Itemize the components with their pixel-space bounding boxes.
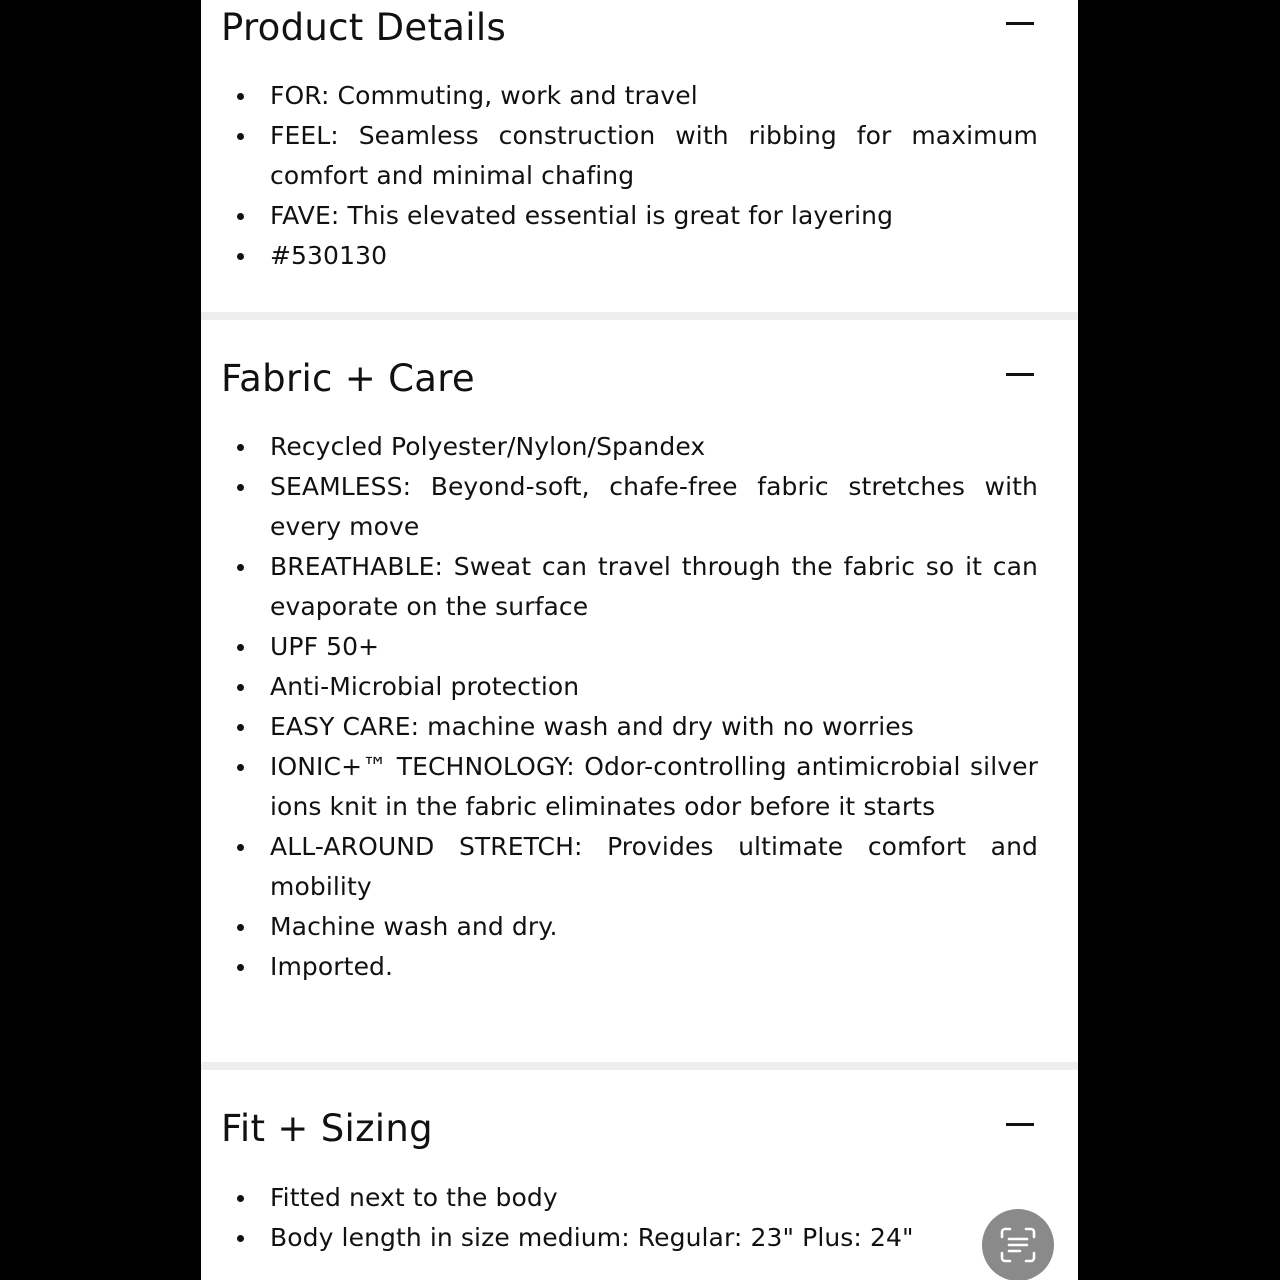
list-item: FAVE: This elevated essential is great for layering — [201, 196, 1078, 236]
section-title: Product Details — [221, 5, 507, 49]
scan-text-button[interactable] — [982, 1209, 1054, 1280]
bullet-icon — [237, 444, 244, 451]
collapse-button[interactable] — [1002, 356, 1038, 392]
list-item: BREATHABLE: Sweat can travel through the fabric so it can evaporate on the surface — [201, 547, 1078, 627]
list-item: FOR: Commuting, work and travel — [201, 76, 1078, 116]
list-item: ALL-AROUND STRETCH: Provides ultimate comfort and mobility — [201, 827, 1078, 907]
list-item: SEAMLESS: Beyond-soft, chafe-free fabric stretches with every move — [201, 467, 1078, 547]
bullet-icon — [237, 213, 244, 220]
scan-text-icon — [998, 1225, 1038, 1265]
product-details-section — [201, 0, 1078, 312]
bullet-icon — [237, 133, 244, 140]
fit-sizing-list — [201, 1178, 1078, 1258]
fit-sizing-header[interactable] — [221, 1103, 1038, 1153]
fabric-care-list — [201, 427, 1078, 987]
list-item: UPF 50+ — [201, 627, 1078, 667]
section-title: Fabric + Care — [221, 356, 475, 400]
bullet-icon — [237, 964, 244, 971]
section-title: Fit + Sizing — [221, 1106, 433, 1150]
bullet-icon — [237, 1235, 244, 1242]
bullet-icon — [237, 644, 244, 651]
minus-icon — [1006, 22, 1034, 25]
bullet-icon — [237, 724, 244, 731]
list-item: EASY CARE: machine wash and dry with no worries — [201, 707, 1078, 747]
list-item: Machine wash and dry. — [201, 907, 1078, 947]
bullet-icon — [237, 1195, 244, 1202]
fabric-care-section — [201, 320, 1078, 1062]
list-item: #530130 — [201, 236, 1078, 276]
product-details-header[interactable] — [221, 2, 1038, 52]
list-item: Fitted next to the body — [201, 1178, 1078, 1218]
bullet-icon — [237, 684, 244, 691]
bullet-icon — [237, 844, 244, 851]
bullet-icon — [237, 764, 244, 771]
list-item: Body length in size medium: Regular: 23" Plus: 24" — [201, 1218, 1078, 1258]
fabric-care-header[interactable] — [221, 353, 1038, 403]
list-item: Recycled Polyester/Nylon/Spandex — [201, 427, 1078, 467]
bullet-icon — [237, 253, 244, 260]
list-item: IONIC+™ TECHNOLOGY: Odor-controlling antimicrobial silver ions knit in the fabric eliminates odor before it starts — [201, 747, 1078, 827]
bullet-icon — [237, 924, 244, 931]
section-divider — [201, 312, 1078, 320]
list-item: Anti-Microbial protection — [201, 667, 1078, 707]
collapse-button[interactable] — [1002, 5, 1038, 41]
product-details-list — [201, 76, 1078, 276]
fit-sizing-section — [201, 1070, 1078, 1280]
minus-icon — [1006, 373, 1034, 376]
bullet-icon — [237, 564, 244, 571]
bullet-icon — [237, 93, 244, 100]
section-divider — [201, 1062, 1078, 1070]
list-item: Imported. — [201, 947, 1078, 987]
bullet-icon — [237, 484, 244, 491]
product-info-panel — [201, 0, 1078, 1280]
list-item: FEEL: Seamless construction with ribbing for maximum comfort and minimal chafing — [201, 116, 1078, 196]
collapse-button[interactable] — [1002, 1106, 1038, 1142]
minus-icon — [1006, 1123, 1034, 1126]
